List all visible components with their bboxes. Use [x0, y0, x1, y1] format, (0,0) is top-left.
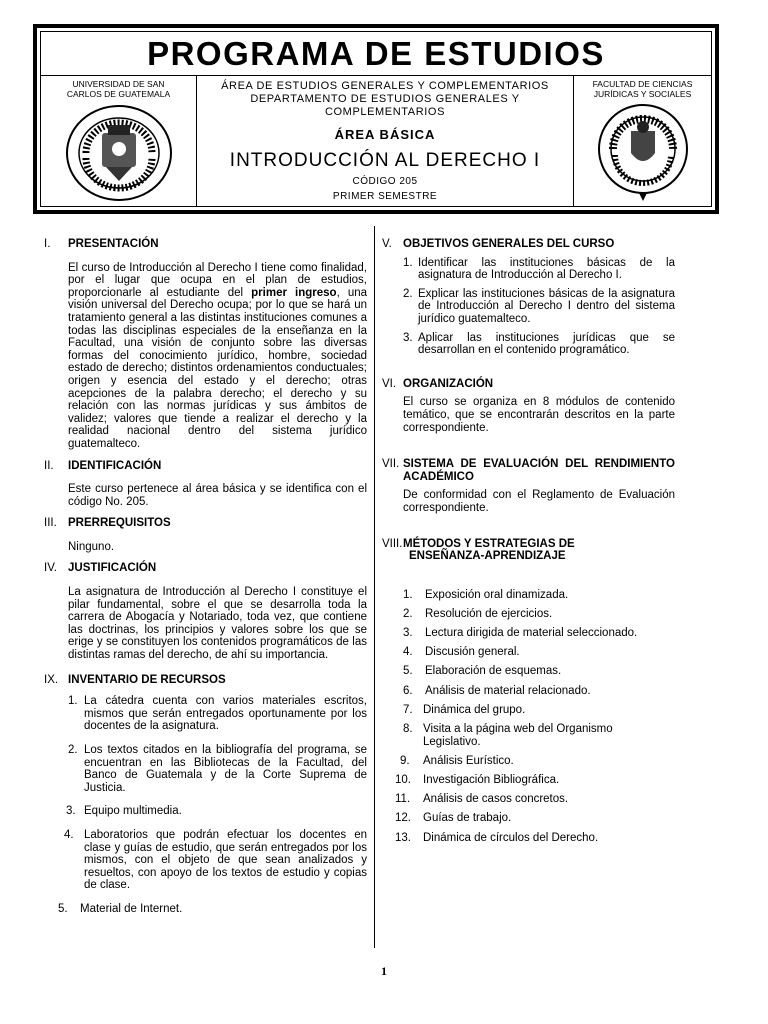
section-title: MÉTODOS Y ESTRATEGIAS DE: [403, 537, 575, 550]
item-number: 11.: [395, 793, 411, 806]
list-item: [382, 812, 675, 825]
item-number: 3.: [403, 331, 413, 344]
faculty-seal-icon: [593, 103, 693, 203]
list-item: [382, 723, 675, 748]
presentacion-text-a: El curso de Introducción al Derecho I tiene como finalidad, por el lugar que ocupa en el plan de estudios, proporcionarle al estudiante del: [68, 261, 367, 299]
item-text: Análisis de material relacionado.: [425, 684, 591, 697]
section-presentacion-title: [44, 238, 367, 251]
item-number: 5.: [58, 902, 68, 915]
section-number: II.: [44, 459, 54, 472]
item-number: 2.: [68, 744, 78, 756]
section-inventario-title: [44, 674, 367, 687]
header-inner-frame: [40, 31, 712, 207]
justificacion-text: La asignatura de Introducción al Derecho I constituye el pilar fundamental, sobre el que se desarrolla toda la carrera de Abogacía y Notariado, toda vez, que contiene las doctrinas, los principios y valores sobre los que se erige y se constituyen los contenidos programáticos de las distintas ramas del derecho, de ahí su importancia.: [68, 586, 367, 662]
course-code: CÓDIGO 205: [352, 176, 418, 187]
item-number: 13.: [395, 831, 411, 844]
prerrequisitos-text: Ninguno.: [68, 540, 115, 553]
item-number: 1.: [403, 588, 413, 601]
area-line-2: DEPARTAMENTO DE ESTUDIOS GENERALES Y: [250, 93, 520, 105]
list-item: [44, 805, 367, 818]
list-item: [382, 704, 675, 717]
left-column: [44, 238, 367, 916]
list-item: [382, 257, 675, 282]
item-number: 5.: [403, 665, 413, 678]
list-item: [382, 685, 675, 698]
item-text: Resolución de ejercicios.: [425, 607, 553, 620]
list-item: [382, 627, 675, 640]
identificacion-text: Este curso pertenece al área básica y se identifica con el código No. 205.: [68, 483, 367, 508]
presentacion-text: [44, 262, 367, 451]
section-number: IX.: [44, 673, 59, 686]
section-objetivos-title: [382, 238, 675, 251]
evaluacion-text: De conformidad con el Reglamento de Evaluación correspondiente.: [403, 489, 675, 514]
presentacion-text-bold: primer ingreso: [251, 286, 337, 299]
right-column: [382, 238, 675, 844]
section-organizacion-title: [382, 378, 675, 391]
section-title: SISTEMA DE EVALUACIÓN DEL RENDIMIENTO ACADÉMICO: [403, 458, 675, 483]
item-number: 2.: [403, 607, 413, 620]
section-title: PRESENTACIÓN: [68, 238, 159, 250]
presentacion-text-b: , una visión universal del Derecho ocupa; por lo que se hará un tratamiento general a las distintas instituciones comunes a todas las disciplinas especiales de la enseñanza en la Facultad, una visión de conjunto sobre las diversas formas del conocimiento jurídico, hombre, sociedad estado de derecho; distintos ordenamientos conductuales; origen y esencia del estado y el derecho; otras acepciones de la palabra derecho; el derecho y su relación con las normas jurídicas y sus ámbitos de validez; valores que tiende a realizar el derecho y la realidad nacional dentro del sistema jurídico guatemalteco.: [68, 286, 368, 450]
item-text: Exposición oral dinamizada.: [425, 588, 569, 601]
item-text: Equipo multimedia.: [84, 805, 182, 818]
list-item: [44, 903, 367, 916]
section-identificacion-title: [44, 460, 367, 473]
item-text: Identificar las instituciones básicas de la asignatura de Introducción al Derecho I.: [418, 256, 675, 282]
metodos-list: [382, 589, 675, 844]
faculty-block: [573, 76, 711, 206]
section-number: VI.: [382, 377, 397, 390]
list-item: [44, 829, 367, 892]
section-title: OBJETIVOS GENERALES DEL CURSO: [403, 238, 615, 250]
section-title: JUSTIFICACIÓN: [68, 562, 157, 575]
header-box: [33, 24, 719, 214]
list-item: [382, 755, 675, 768]
section-title: INVENTARIO DE RECURSOS: [68, 673, 226, 686]
section-number: VII.: [382, 458, 400, 471]
item-text: Aplicar las instituciones jurídicas que se desarrollan en el contenido programático.: [418, 331, 675, 357]
university-block: [41, 76, 197, 206]
item-text: Análisis de casos concretos.: [423, 793, 569, 806]
page-title: PROGRAMA DE ESTUDIOS: [147, 35, 605, 72]
list-item: [382, 793, 675, 806]
list-item: [382, 332, 675, 357]
area-line-3: COMPLEMENTARIOS: [324, 106, 446, 118]
item-number: 12.: [395, 812, 411, 825]
item-text: Dinámica de círculos del Derecho.: [423, 831, 599, 844]
item-text: Material de Internet.: [80, 902, 183, 915]
list-item: [382, 646, 675, 659]
item-number: 4.: [403, 646, 413, 659]
section-title-line-2: ENSEÑANZA-APRENDIZAJE: [409, 550, 566, 563]
item-text: La cátedra cuenta con varios materiales escritos, mismos que serán entregados oportunamente por los docentes de la asignatura.: [84, 695, 367, 733]
section-title: PRERREQUISITOS: [68, 517, 171, 530]
item-number: 1.: [68, 695, 78, 708]
list-item: [382, 832, 675, 845]
item-text: Elaboración de esquemas.: [425, 665, 562, 678]
list-item: [382, 665, 675, 678]
item-number: 1.: [403, 256, 413, 269]
item-number: 7.: [403, 703, 413, 716]
list-item: [382, 589, 675, 602]
item-number: 6.: [403, 684, 413, 697]
item-number: 9.: [400, 754, 410, 767]
header-row: [41, 75, 711, 206]
area-line-1: ÁREA DE ESTUDIOS GENERALES Y COMPLEMENTARIOS: [221, 80, 549, 92]
column-divider: [374, 226, 375, 948]
item-text: Investigación Bibliográfica.: [423, 773, 560, 786]
list-item: [382, 288, 675, 326]
area-basica: ÁREA BÁSICA: [334, 127, 436, 142]
university-name: UNIVERSIDAD DE SAN CARLOS DE GUATEMALA: [66, 79, 171, 99]
item-text: Explicar las instituciones básicas de la asignatura de Introducción al Derecho I dentro del sistema jurídico guatemalteco.: [418, 287, 675, 325]
header-center: [197, 76, 573, 206]
list-item: [382, 608, 675, 621]
section-metodos-title: [382, 538, 675, 551]
section-number: VIII.: [382, 537, 403, 550]
item-text: Guías de trabajo.: [423, 812, 512, 825]
item-text: Análisis Eurístico.: [423, 754, 514, 767]
section-prerrequisitos-title: [44, 517, 367, 530]
section-number: III.: [44, 517, 57, 530]
section-number: V.: [382, 238, 392, 250]
item-number: 8.: [403, 723, 413, 735]
section-justificacion-title: [44, 562, 367, 575]
course-semester: PRIMER SEMESTRE: [332, 191, 438, 202]
item-text: Laboratorios que podrán efectuar los docentes en clase y guías de estudio, que serán entregados por los mismos, con el objeto de que sean analizados y resueltos, con apoyo de los textos de estudio y copias de clase.: [84, 828, 367, 892]
item-number: 10.: [395, 773, 411, 786]
university-seal-icon: [64, 103, 174, 203]
list-item: [44, 744, 367, 794]
section-title: IDENTIFICACIÓN: [68, 459, 162, 472]
item-text: Los textos citados en la bibliografía del programa, se encuentran en las Bibliotecas de la Facultad, del Banco de Guatemala y de la Corte Suprema de Justicia.: [84, 744, 367, 794]
section-number: I.: [44, 238, 51, 250]
item-number: 2.: [403, 287, 413, 300]
list-item: [382, 774, 675, 787]
item-text: Discusión general.: [425, 646, 520, 659]
section-evaluacion-title: [382, 458, 675, 483]
item-text: Lectura dirigida de material seleccionado.: [425, 627, 638, 640]
list-item: [44, 695, 367, 733]
organizacion-text: El curso se organiza en 8 módulos de contenido temático, que se encontrarán descritos en la parte correspondiente.: [403, 396, 675, 434]
item-text: Visita a la página web del Organismo Legislativo.: [423, 723, 613, 748]
item-text: Dinámica del grupo.: [423, 703, 526, 716]
page-number: 1: [381, 964, 387, 978]
item-number: 4.: [64, 828, 74, 841]
item-number: 3.: [66, 805, 76, 818]
section-number: IV.: [44, 562, 58, 575]
inventario-list: [44, 695, 367, 915]
faculty-name: FACULTAD DE CIENCIAS JURÍDICAS Y SOCIALES: [592, 79, 693, 99]
objetivos-list: [382, 257, 675, 357]
course-title: INTRODUCCIÓN AL DERECHO I: [229, 150, 541, 171]
section-title: ORGANIZACIÓN: [403, 377, 494, 390]
item-number: 3.: [403, 627, 413, 640]
